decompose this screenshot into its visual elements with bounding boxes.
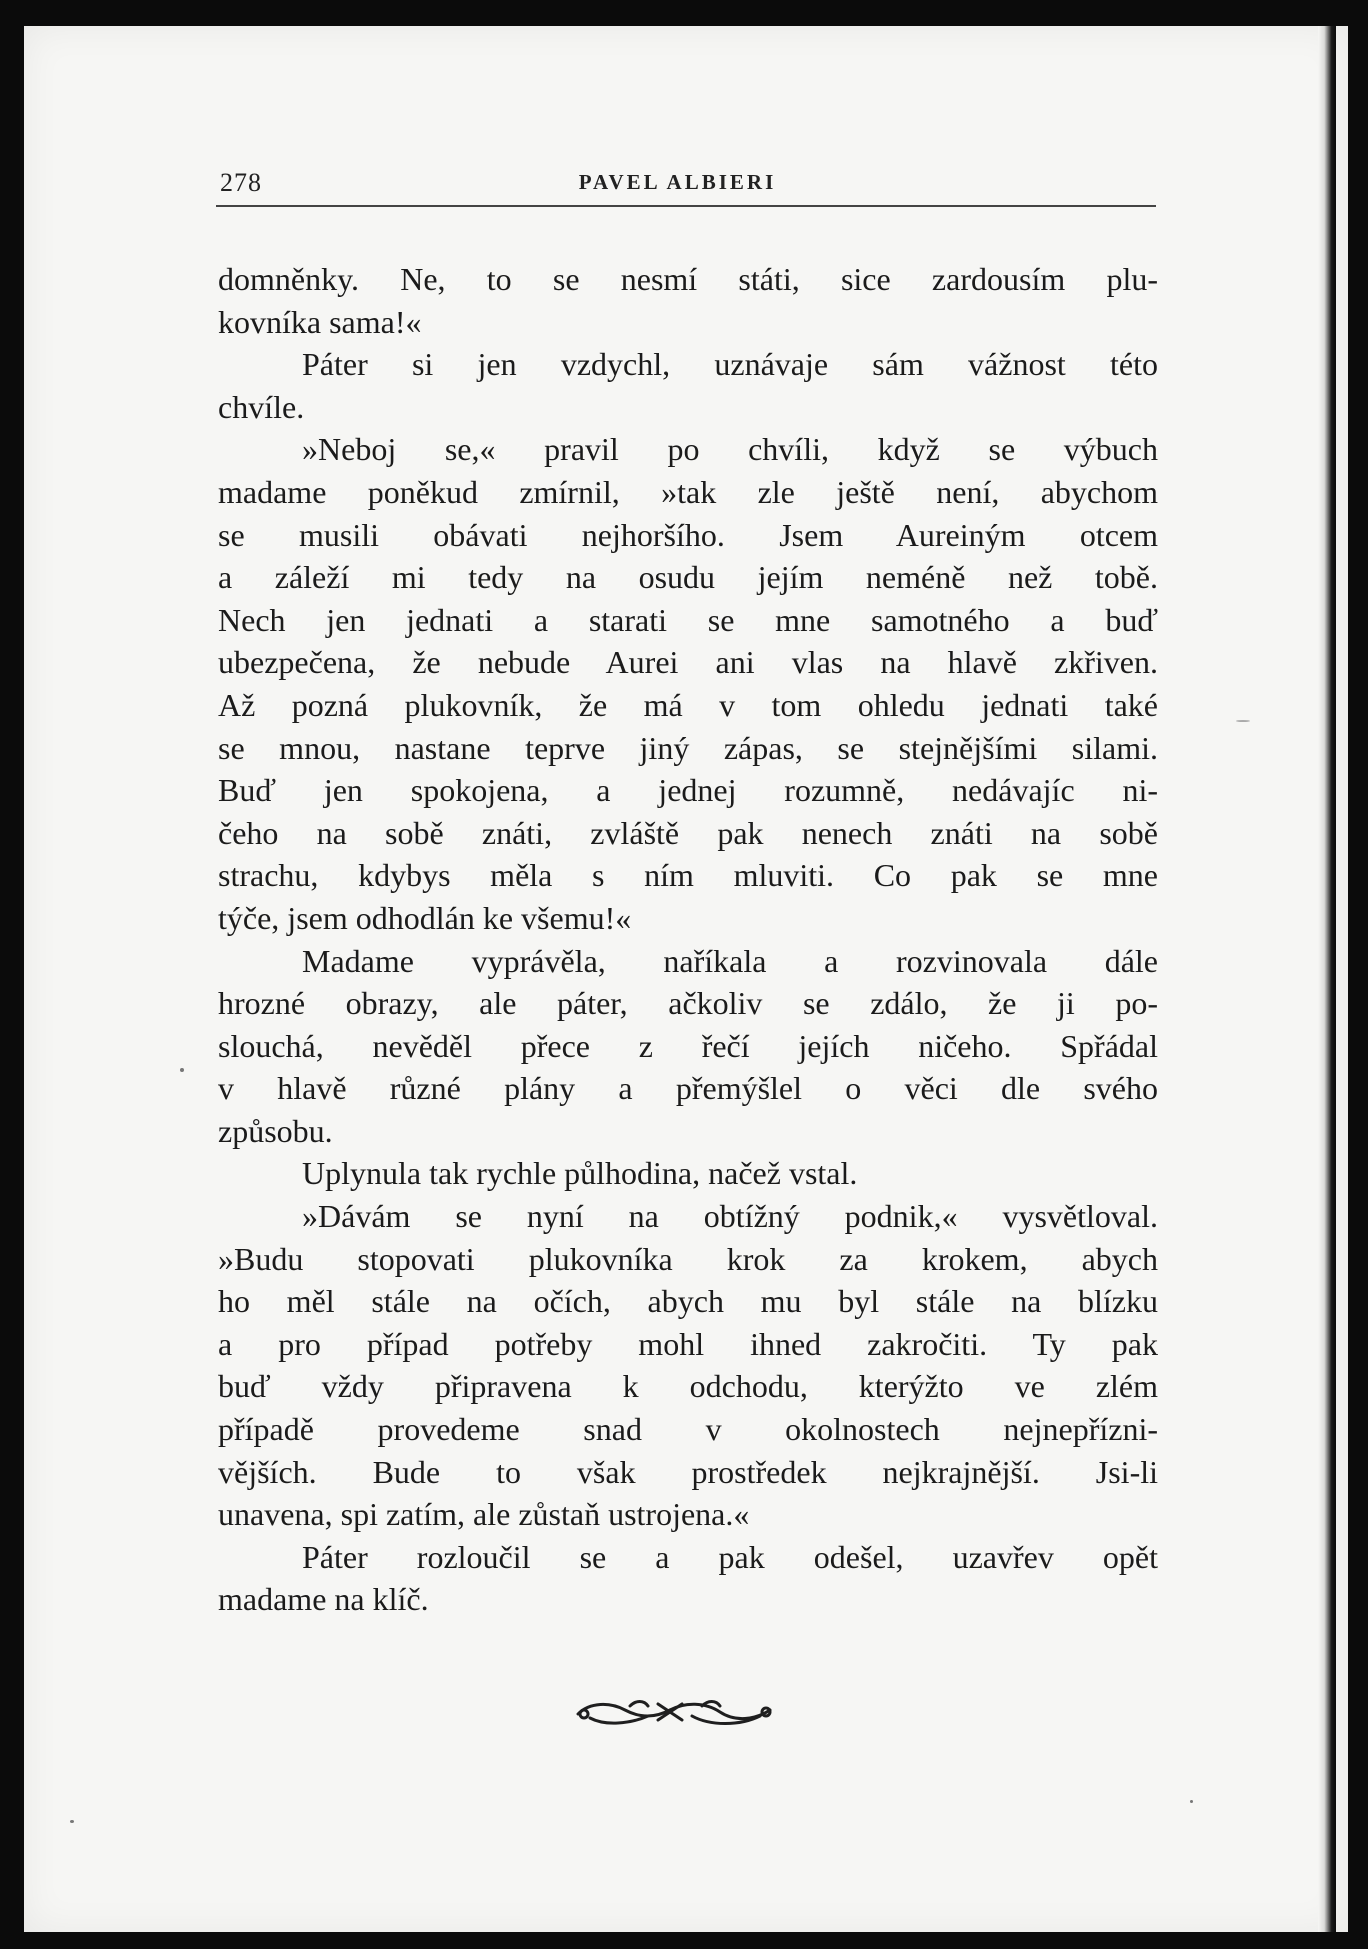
text-line: slouchá, nevěděl přece z řečí jejích ničeho. Spřádal: [218, 1027, 1158, 1064]
scan-speck: [1190, 1800, 1193, 1803]
text-line: domněnky. Ne, to se nesmí státi, sice zardousím plu-: [218, 261, 1158, 297]
scan-speck: [1236, 720, 1250, 722]
text-line: Buď jen spokojena, a jednej rozumně, nedávajíc ni-: [218, 772, 1158, 809]
text-line: buď vždy připravena k odchodu, kterýžto ve zlém: [218, 1368, 1158, 1405]
text-line: »Neboj se,« pravil po chvíli, když se výbuch: [302, 431, 1158, 468]
text-line: týče, jsem odhodlán ke všemu!«: [218, 899, 632, 936]
text-line: madame poněkud zmírnil, »tak zle ještě není, abychom: [218, 473, 1158, 510]
text-line: ubezpečena, že nebude Aurei ani vlas na hlavě zkřiven.: [218, 644, 1158, 681]
text-line: případě provedeme snad v okolnostech nejnepřízni-: [218, 1411, 1158, 1448]
body-text: [218, 258, 1158, 1621]
text-line: vějších. Bude to však prostředek nejkrajnější. Jsi-li: [218, 1453, 1158, 1490]
text-line: »Budu stopovati plukovníka krok za krokem, abych: [218, 1240, 1158, 1277]
text-line: hrozné obrazy, ale páter, ačkoliv se zdálo, že ji po-: [218, 985, 1158, 1022]
scan-speck: [180, 1068, 184, 1072]
text-line: strachu, kdybys měla s ním mluviti. Co pak se mne: [218, 857, 1158, 894]
text-line: Páter si jen vzdychl, uznávaje sám vážnost této: [302, 346, 1158, 383]
text-line: čeho na sobě znáti, zvláště pak nenech znáti na sobě: [218, 814, 1158, 851]
text-line: ho měl stále na očích, abych mu byl stále na blízku: [218, 1283, 1158, 1320]
tailpiece-ornament-icon: [570, 1690, 780, 1734]
text-line: Páter rozloučil se a pak odešel, uzavřev opět: [302, 1538, 1158, 1575]
scan-speck: [70, 1820, 74, 1823]
page-number: 278: [220, 168, 262, 197]
text-line: Madame vyprávěla, naříkala a rozvinovala dále: [302, 942, 1158, 979]
text-line: madame na klíč.: [218, 1581, 429, 1618]
text-line: způsobu.: [218, 1112, 333, 1149]
text-line: Až pozná plukovník, že má v tom ohledu jednati také: [218, 686, 1158, 723]
header-rule: [216, 205, 1156, 207]
text-line: chvíle.: [218, 388, 305, 425]
text-line: unavena, spi zatím, ale zůstaň ustrojena.«: [218, 1496, 750, 1533]
text-line: a záleží mi tedy na osudu jejím neméně než tobě.: [218, 559, 1158, 596]
text-line: a pro případ potřeby mohl ihned zakročiti. Ty pak: [218, 1325, 1158, 1362]
text-line: Nech jen jednati a starati se mne samotného a buď: [218, 601, 1158, 638]
running-title: PAVEL ALBIERI: [578, 170, 777, 194]
page-binding-edge: [1318, 26, 1336, 1932]
text-line: Uplynula tak rychle půlhodina, načež vstal.: [302, 1155, 858, 1192]
text-line: v hlavě různé plány a přemýšlel o věci dle svého: [218, 1070, 1158, 1107]
text-line: kovníka sama!«: [218, 303, 422, 340]
text-line: »Dávám se nyní na obtížný podnik,« vysvětloval.: [302, 1198, 1158, 1235]
page-header: [200, 164, 1155, 200]
text-line: se musili obávati nejhoršího. Jsem Aureiným otcem: [218, 516, 1158, 553]
text-line: se mnou, nastane teprve jiný zápas, se stejnějšími silami.: [218, 729, 1158, 766]
